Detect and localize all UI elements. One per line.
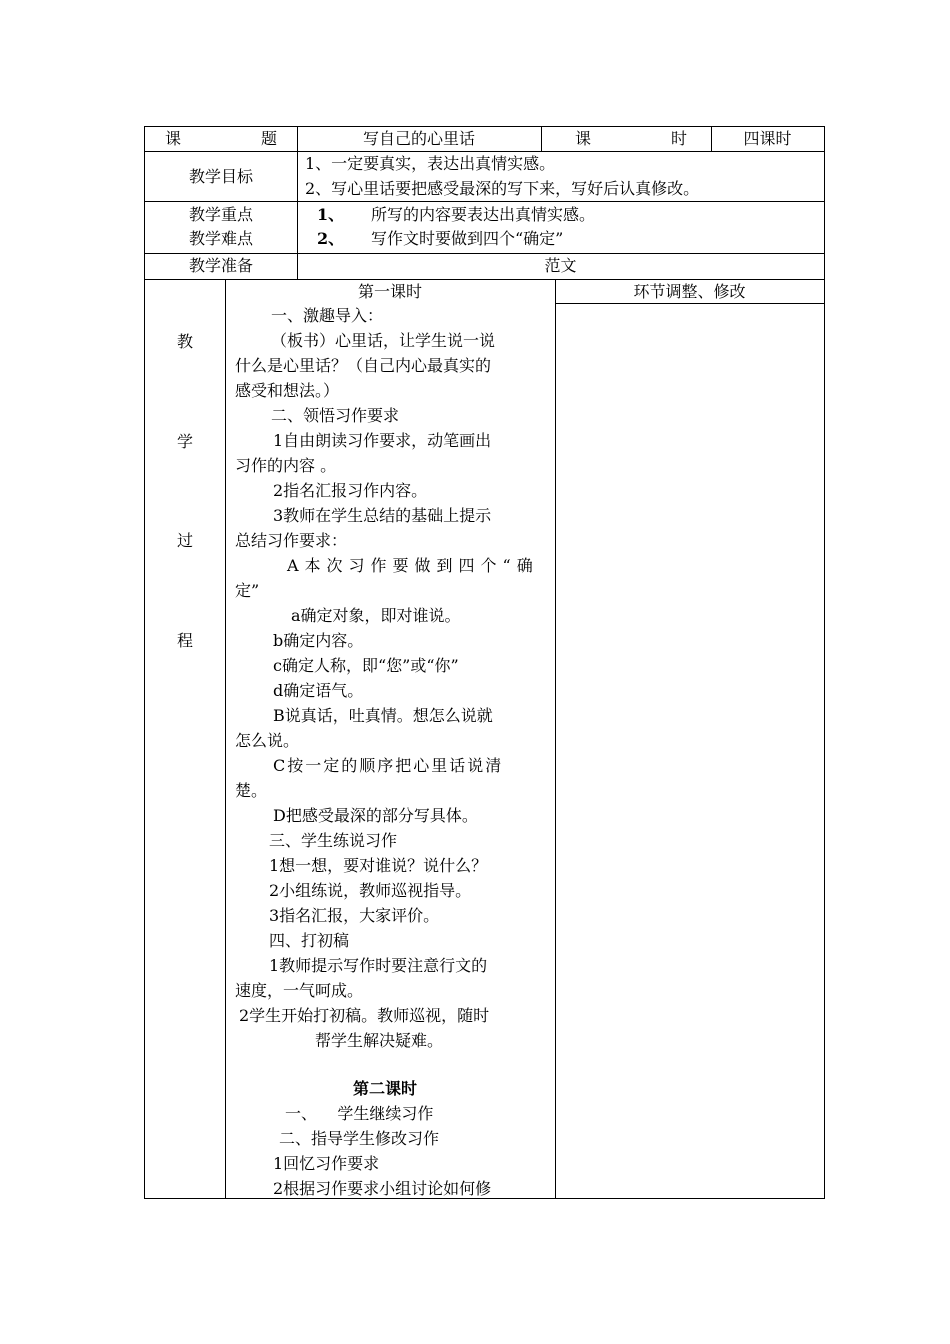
goals-line: 2、写心里话要把感受最深的写下来，写好后认真修改。	[305, 179, 700, 198]
lesson-plan-table	[144, 126, 825, 1199]
topic-label-char: 课	[165, 129, 182, 148]
process-line: a确定对象，即对谁说。	[291, 606, 461, 625]
row-divider	[145, 279, 824, 280]
lesson-two-heading: 第二课时	[353, 1079, 418, 1098]
process-line: 帮学生解决疑难。	[315, 1031, 444, 1050]
process-line: 1想一想，要对谁说？说什么？	[269, 856, 488, 875]
process-line: 三、学生练说习作	[269, 831, 398, 850]
key-number: 1、	[317, 205, 345, 224]
process-label-char: 过	[176, 531, 193, 550]
process-line: D把感受最深的部分写具体。	[273, 806, 478, 825]
process-line: 定”	[235, 581, 260, 600]
process-line: 总结习作要求：	[235, 531, 348, 550]
process-line: c确定人称，即“您”或“你”	[273, 656, 459, 675]
process-line: 楚。	[235, 781, 268, 800]
process-line: 3指名汇报，大家评价。	[269, 906, 440, 925]
process-line: 四、打初稿	[269, 931, 350, 950]
row-divider	[145, 201, 824, 202]
row-divider	[145, 151, 824, 152]
process-line: 一、 学生继续习作	[285, 1104, 434, 1123]
adjustment-column-heading: 环节调整、修改	[633, 282, 746, 301]
hours-label	[575, 128, 687, 150]
process-line: 2根据习作要求小组讨论如何修	[273, 1179, 492, 1198]
process-line: 2小组练说，教师巡视指导。	[269, 881, 472, 900]
process-line: 1自由朗读习作要求，动笔画出	[273, 431, 492, 450]
process-line: 什么是心里话？（自己内心最真实的	[235, 356, 492, 375]
hours-value: 四课时	[743, 129, 792, 148]
process-line	[287, 555, 545, 577]
key-number: 2、	[317, 229, 345, 248]
process-line: b确定内容。	[273, 631, 364, 650]
process-label-char: 程	[176, 631, 193, 650]
key-text: 写作文时要做到四个“确定”	[371, 229, 564, 248]
row-divider	[555, 303, 824, 304]
process-line: 怎么说。	[235, 731, 300, 750]
process-line: 二、领悟习作要求	[271, 406, 400, 425]
process-line-text: A本次习作要做到四个“确	[287, 556, 539, 575]
process-line: （板书）心里话，让学生说一说	[271, 331, 496, 350]
process-label-char: 学	[176, 432, 193, 451]
process-line: 2学生开始打初稿。教师巡视，随时	[239, 1006, 490, 1025]
topic-value: 写自己的心里话	[362, 129, 475, 148]
process-line: 1回忆习作要求	[273, 1154, 380, 1173]
process-line: 习作的内容 。	[235, 456, 337, 475]
goals-label: 教学目标	[188, 167, 253, 186]
col-divider	[555, 279, 556, 1198]
process-line: 3教师在学生总结的基础上提示	[273, 506, 492, 525]
row-divider	[145, 253, 824, 254]
process-line: d确定语气。	[273, 681, 364, 700]
difficulty-label: 教学难点	[188, 229, 253, 248]
topic-label	[165, 128, 277, 150]
lesson-one-heading: 第一课时	[357, 282, 422, 301]
col-divider	[225, 279, 226, 1198]
prep-label: 教学准备	[188, 256, 253, 275]
process-line: 1教师提示写作时要注意行文的	[269, 956, 488, 975]
process-line: 一、激趣导入：	[271, 306, 384, 325]
process-line: 速度，一气呵成。	[235, 981, 364, 1000]
hours-label-char: 课	[575, 129, 592, 148]
goals-line: 1、一定要真实，表达出真情实感。	[305, 154, 556, 173]
process-line: 感受和想法。）	[235, 381, 340, 400]
hours-label-char: 时	[670, 129, 687, 148]
process-line: 二、指导学生修改习作	[279, 1129, 440, 1148]
key-text: 所写的内容要表达出真情实感。	[371, 205, 596, 224]
process-line: C按一定的顺序把心里话说清	[273, 756, 504, 775]
col-divider	[541, 127, 542, 151]
process-label-char: 教	[176, 332, 193, 351]
topic-label-char: 题	[260, 129, 277, 148]
process-line: B说真话，吐真情。想怎么说就	[273, 706, 493, 725]
key-label: 教学重点	[188, 205, 253, 224]
prep-value: 范文	[544, 256, 577, 275]
process-line: 2指名汇报习作内容。	[273, 481, 428, 500]
